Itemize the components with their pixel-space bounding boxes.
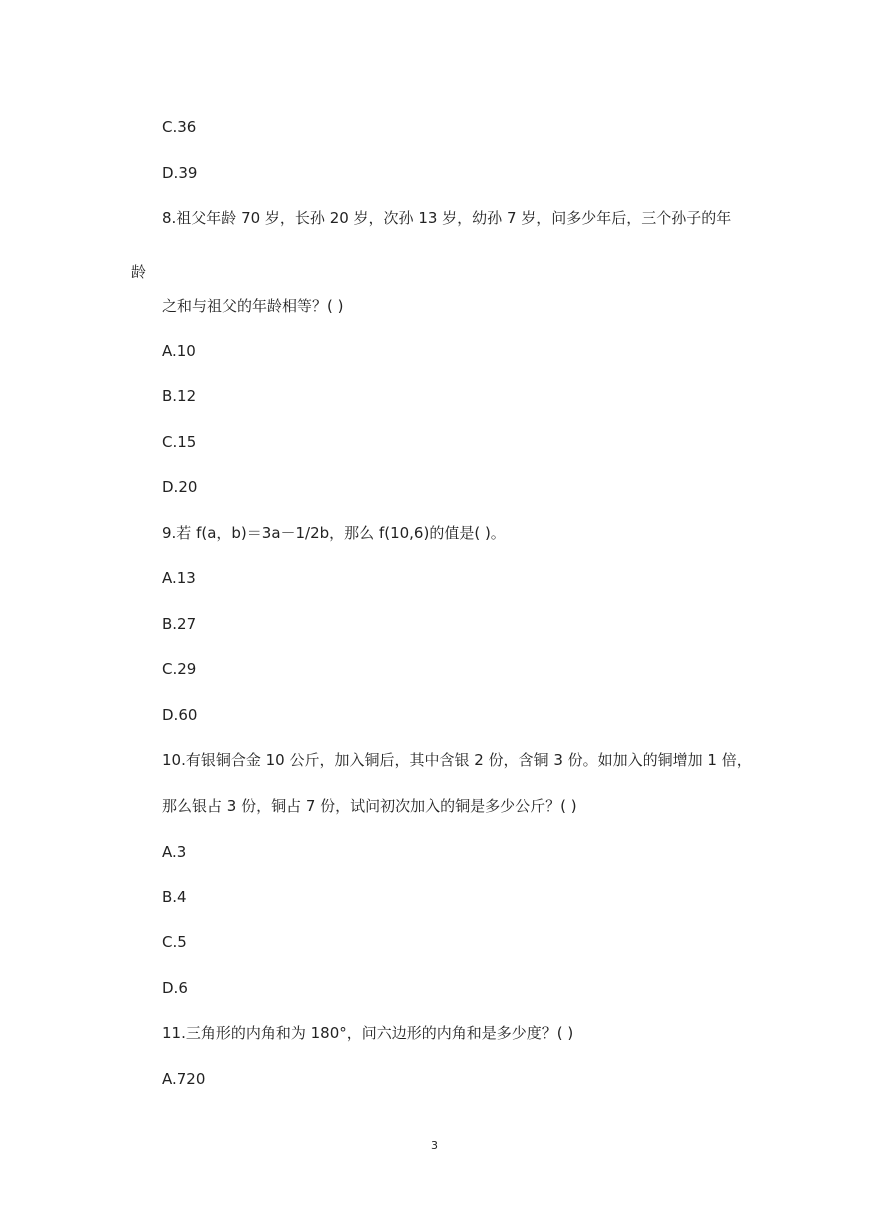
option-q8-c: C.15 [162, 433, 197, 451]
question-11: 11.三角形的内角和为 180°，问六边形的内角和是多少度？( ) [162, 1024, 574, 1042]
option-q9-a: A.13 [162, 569, 196, 587]
question-8-line-3: 之和与祖父的年龄相等？( ) [162, 297, 344, 315]
question-10-line-1: 10.有银铜合金 10 公斤，加入铜后，其中含银 2 份，含铜 3 份。如加入的铜增加 1 倍， [162, 751, 752, 769]
option-q9-c: C.29 [162, 660, 197, 678]
question-8-line-1: 8.祖父年龄 70 岁，长孙 20 岁，次孙 13 岁，幼孙 7 岁，问多少年后，三个孙子的年 [162, 209, 732, 227]
option-q7-c: C.36 [162, 118, 197, 136]
question-9: 9.若 f(a，b)＝3a－1/2b，那么 f(10,6)的值是( )。 [162, 524, 506, 542]
option-q7-d: D.39 [162, 164, 198, 182]
option-q11-a: A.720 [162, 1070, 206, 1088]
question-8-line-2: 龄 [131, 263, 147, 281]
option-q8-a: A.10 [162, 342, 196, 360]
option-q10-b: B.4 [162, 888, 187, 906]
option-q10-a: A.3 [162, 843, 187, 861]
option-q10-d: D.6 [162, 979, 188, 997]
option-q9-b: B.27 [162, 615, 197, 633]
option-q10-c: C.5 [162, 933, 187, 951]
option-q9-d: D.60 [162, 706, 198, 724]
question-10-line-2: 那么银占 3 份，铜占 7 份，试问初次加入的铜是多少公斤？( ) [162, 797, 577, 815]
option-q8-b: B.12 [162, 387, 197, 405]
option-q8-d: D.20 [162, 478, 198, 496]
page-number: 3 [431, 1139, 438, 1152]
